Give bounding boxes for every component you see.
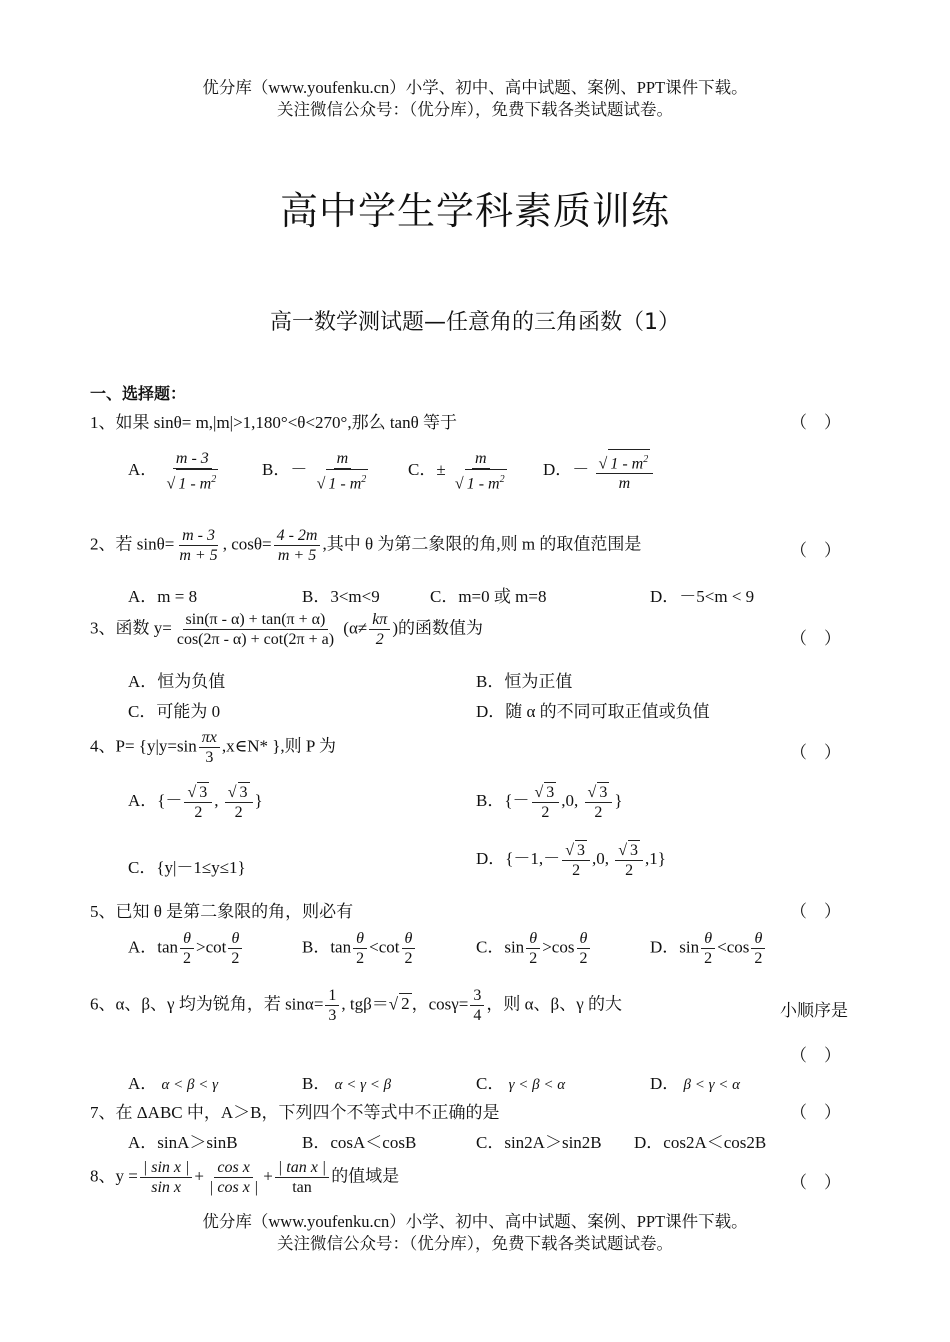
- q6-option-c: C． γ < β < α: [476, 1074, 566, 1093]
- footer-line-2: 关注微信公众号：（优分库），免费下载各类试题试卷。: [277, 1234, 673, 1253]
- question-6: 6、α、β、γ 均为锐角，若 sinα= $\frac{1}{3}$ , tgβ＝√ 2 ，cosγ= $\frac{3}{4}$ ，则 α、β、γ 的大: [90, 987, 622, 1024]
- page-title: 高中学生学科素质训练: [279, 189, 670, 233]
- q3-option-a: A．恒为负值: [128, 672, 226, 691]
- q3-option-c: C．可能为 0: [128, 702, 221, 721]
- q4-option-c: C．{y|－1≤y≤1}: [128, 858, 246, 877]
- header-line-1: 优分库（www.youfenku.cn）小学、初中、高中试题、案例、PPT课件下载。: [202, 78, 748, 97]
- answer-blank-5: （ ）: [790, 902, 841, 921]
- section-heading: 一、选择题：: [90, 384, 187, 403]
- q4-option-d: D．{－1,－ $\frac{√ 3}{2}$ ,0, $\frac{√ 3}{2}$ ,1}: [476, 842, 666, 879]
- question-4: 4、P= {y|y=sin $\frac{\pi x}{3}$ ,x∈N* },则 P 为: [90, 729, 337, 766]
- answer-blank-7: （ ）: [790, 1103, 841, 1122]
- question-8: 8、y = $\frac{\text{| sin x |}}{\text{sin x}}$ + $\frac{\text{cos x}}{\text{| cos x |}}$ + $\frac{\text{| tan x |}}{\tan}$ 的值域是: [90, 1159, 400, 1196]
- q6-option-d: D． β < γ < α: [650, 1074, 741, 1093]
- question-5: 5、已知 θ 是第二象限的角，则必有: [90, 902, 354, 921]
- header-line-2: 关注微信公众号：（优分库），免费下载各类试题试卷。: [277, 100, 673, 119]
- q5-option-a: A．tan $\frac{\theta}{2}$ >cot $\frac{\theta}{2}$: [128, 929, 244, 968]
- q7-option-d: D．cos2A＜cos2B: [634, 1133, 767, 1152]
- q1-option-b: B．－ $\frac{m}{√ 1 - m^2}$: [262, 450, 367, 493]
- q2-option-c: C．m=0 或 m=8: [430, 587, 547, 606]
- q6-option-a: A． α < β < γ: [128, 1074, 219, 1093]
- question-3: 3、函数 y= $\frac{\sin(\pi - \alpha) + \tan(\pi + \alpha)}{\cos(2\pi - \alpha) + \cot(2\pi + a)}$ (α≠ $\frac{k\pi}{2}$ )的函数值为: [90, 611, 483, 648]
- question-6-continued: 小顺序是: [780, 1001, 848, 1020]
- q1-option-d: D．－ $\frac{√ 1 - m^2}{m}$: [543, 449, 655, 493]
- q1-option-c: C．± $\frac{m}{√ 1 - m^2}$: [408, 450, 505, 493]
- q7-option-a: A．sinA＞sinB: [128, 1133, 238, 1152]
- q7-option-b: B．cosA＜cosB: [302, 1133, 417, 1152]
- question-1: 1、如果 sinθ= m,|m|>1,180°<θ<270°,那么 tanθ 等于: [90, 413, 457, 432]
- q5-option-b: B．tan $\frac{\theta}{2}$ <cot $\frac{\theta}{2}$: [302, 929, 417, 968]
- q2-option-a: A．m = 8: [128, 587, 198, 606]
- answer-blank-2: （ ）: [790, 541, 841, 560]
- q1-option-a: A． $\frac{m - 3}{√ 1 - m^2}$: [128, 450, 217, 493]
- answer-blank-3: （ ）: [790, 629, 841, 648]
- answer-blank-6: （ ）: [790, 1046, 841, 1065]
- q4-option-a: A．{－ $\frac{√ 3}{2}$ , $\frac{√ 3}{2}$ }: [128, 784, 263, 821]
- page-subtitle: 高一数学测试题—任意角的三角函数（1）: [270, 310, 680, 335]
- answer-blank-4: （ ）: [790, 743, 841, 762]
- footer-line-1: 优分库（www.youfenku.cn）小学、初中、高中试题、案例、PPT课件下载。: [202, 1212, 748, 1231]
- q6-option-b: B． α < γ < β: [302, 1074, 392, 1093]
- q3-option-d: D．随 α 的不同可取正值或负值: [476, 702, 710, 721]
- q2-option-d: D．－5<m < 9: [650, 587, 755, 606]
- q5-option-c: C．sin $\frac{\theta}{2}$ >cos $\frac{\theta}{2}$: [476, 929, 592, 968]
- answer-blank-8: （ ）: [790, 1173, 841, 1192]
- q7-option-c: C．sin2A＞sin2B: [476, 1133, 602, 1152]
- answer-blank-1: （ ）: [790, 413, 841, 432]
- q4-option-b: B．{－ $\frac{√ 3}{2}$ ,0, $\frac{√ 3}{2}$ }: [476, 784, 623, 821]
- q3-option-b: B．恒为正值: [476, 672, 573, 691]
- q5-option-d: D．sin $\frac{\theta}{2}$ <cos $\frac{\theta}{2}$: [650, 929, 767, 968]
- question-2: 2、若 sinθ= $\frac{m - 3}{m + 5}$ , cosθ= $\frac{4 - 2m}{m + 5}$ ,其中 θ 为第二象限的角,则 m 的取值范围是: [90, 527, 642, 564]
- question-7: 7、在 ΔABC 中，A＞B，下列四个不等式中不正确的是: [90, 1103, 500, 1122]
- q2-option-b: B．3<m<9: [302, 587, 380, 606]
